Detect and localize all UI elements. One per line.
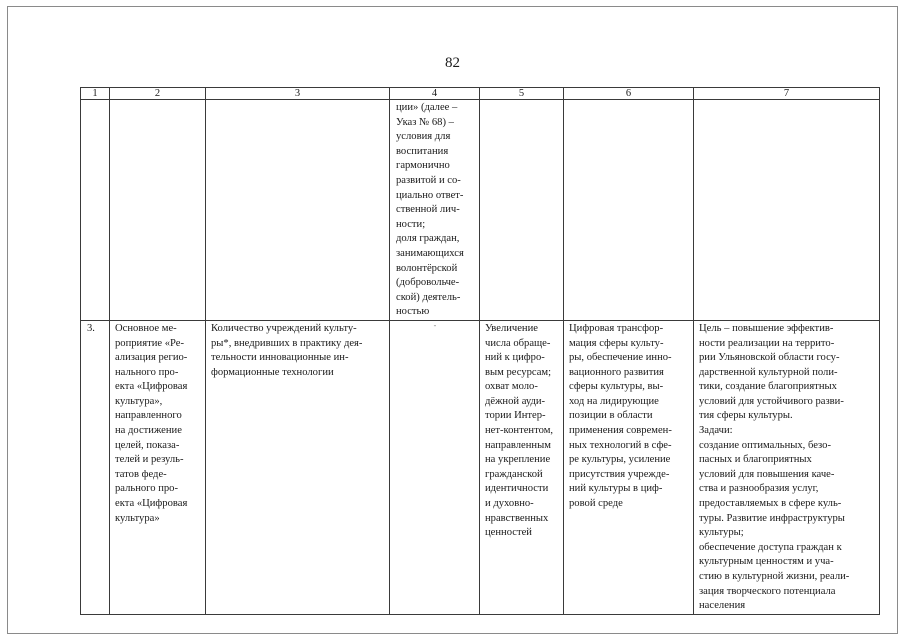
text-line: направленного bbox=[115, 410, 182, 422]
cell-national-goals bbox=[564, 320, 694, 614]
cell-empty bbox=[81, 100, 110, 321]
column-number-row bbox=[81, 88, 880, 100]
text-line: ства и разнообразия услуг, bbox=[699, 483, 819, 495]
text-line: идентичности bbox=[485, 483, 549, 495]
text-line: тики, создание благоприятных bbox=[699, 381, 837, 393]
text-line: ры*, внедривших в практику дея- bbox=[211, 337, 363, 349]
text-line: вационного развития bbox=[569, 366, 664, 378]
column-number: 7 bbox=[694, 88, 880, 100]
text-line: целей, показа- bbox=[115, 439, 180, 451]
column-number: 4 bbox=[390, 88, 480, 100]
text-line: пасных и благоприятных bbox=[699, 454, 812, 466]
cell-empty bbox=[480, 100, 564, 321]
text-line: рии Ульяновской области госу- bbox=[699, 352, 840, 364]
text-line: дёжной ауди- bbox=[485, 395, 546, 407]
text-line: (добровольче- bbox=[396, 277, 460, 289]
text-line: условий для повышения каче- bbox=[699, 468, 835, 480]
text-line: ход на лидирующие bbox=[569, 395, 659, 407]
text-line: туры. Развитие инфраструктуры bbox=[699, 512, 845, 524]
cell-expected-results bbox=[480, 320, 564, 614]
text-line: гармонично bbox=[396, 160, 450, 172]
text-line: населения bbox=[699, 600, 746, 612]
column-number: 6 bbox=[564, 88, 694, 100]
column-number: 2 bbox=[110, 88, 206, 100]
text-line: формационные технологии bbox=[211, 366, 334, 378]
text-line: нет-контентом, bbox=[485, 425, 554, 437]
column-number: 1 bbox=[81, 88, 110, 100]
column-number: 5 bbox=[480, 88, 564, 100]
text-line: обеспечение доступа граждан к bbox=[699, 541, 842, 553]
page-number: 82 bbox=[445, 55, 460, 71]
text-line: занимающихся bbox=[396, 247, 464, 259]
text-line: направленным bbox=[485, 439, 551, 451]
cell-empty bbox=[110, 100, 206, 321]
cell-goals-and-tasks bbox=[694, 320, 880, 614]
text-line: ности; bbox=[396, 218, 426, 230]
cell-empty bbox=[564, 100, 694, 321]
text-line: культуры; bbox=[699, 527, 744, 539]
text-line: Количество учреждений культу- bbox=[211, 322, 357, 334]
text-line: на укрепление bbox=[485, 454, 551, 466]
dash-mark: - bbox=[433, 320, 437, 330]
cell-activity-name bbox=[110, 320, 206, 614]
cell-row-number: 3. bbox=[81, 320, 110, 614]
text-line: культурным ценностям и уча- bbox=[699, 556, 834, 568]
text-line: рального про- bbox=[115, 483, 178, 495]
text-line: екта «Цифровая bbox=[115, 498, 188, 510]
text-line: тории Интер- bbox=[485, 410, 546, 422]
text-line: стию в культурной жизни, реали- bbox=[699, 571, 850, 582]
text-line: тия сферы культуры. bbox=[699, 410, 793, 422]
text-line: условий для устойчивого разви- bbox=[699, 395, 844, 407]
text-line: нравственных bbox=[485, 512, 549, 524]
text-line: Цель – повышение эффектив- bbox=[699, 322, 834, 334]
cell-indicators-continued bbox=[390, 100, 480, 321]
text-line: ний культуры в циф- bbox=[569, 483, 663, 495]
text-line: позиции в области bbox=[569, 410, 653, 422]
text-line: культура», bbox=[115, 395, 163, 407]
text-line: предоставляемых в сфере куль- bbox=[699, 498, 842, 510]
text-line: нального про- bbox=[115, 366, 179, 378]
text-line: циально ответ- bbox=[396, 189, 464, 201]
text-line: волонтёрской bbox=[396, 262, 458, 274]
text-line: ний к цифро- bbox=[485, 352, 545, 364]
text-line: развитой и со- bbox=[396, 174, 461, 186]
cell-empty bbox=[206, 100, 390, 321]
text-line: екта «Цифровая bbox=[115, 381, 188, 393]
text-line: сферы культуры, вы- bbox=[569, 381, 664, 393]
text-line: татов феде- bbox=[115, 468, 167, 480]
text-line: гражданской bbox=[485, 468, 543, 480]
text-line: мация сферы культу- bbox=[569, 337, 664, 349]
cell-no-data bbox=[390, 320, 480, 614]
text-line: роприятие «Ре- bbox=[115, 337, 185, 349]
text-line: ностью bbox=[396, 306, 430, 318]
text-line: ры, обеспечение инно- bbox=[569, 352, 672, 364]
text-line: ализация регио- bbox=[115, 352, 188, 364]
text-line: доля граждан, bbox=[396, 233, 460, 245]
text-line: Цифровая трансфор- bbox=[569, 322, 664, 334]
column-number: 3 bbox=[206, 88, 390, 100]
text-line: создание оптимальных, безо- bbox=[699, 439, 831, 451]
cell-empty bbox=[694, 100, 880, 321]
text-line: телей и резуль- bbox=[115, 454, 184, 466]
text-line: вым ресурсам; bbox=[485, 366, 552, 378]
text-line: ровой среде bbox=[569, 498, 623, 510]
text-line: применения современ- bbox=[569, 425, 672, 437]
text-line: ре культуры, усиление bbox=[569, 454, 671, 466]
text-line: Увеличение bbox=[485, 322, 538, 334]
text-line: Основное ме- bbox=[115, 322, 177, 334]
text-line: ции» (далее – bbox=[396, 102, 458, 113]
text-line: охват моло- bbox=[485, 381, 538, 393]
text-line: Указ № 68) – bbox=[396, 116, 454, 128]
text-line: и духовно- bbox=[485, 498, 534, 510]
text-line: ных технологий в сфе- bbox=[569, 439, 672, 451]
text-line: ской) деятель- bbox=[396, 291, 461, 303]
text-line: ности реализации на террито- bbox=[699, 337, 835, 349]
table-row-continuation bbox=[81, 100, 880, 321]
text-line: присутствия учрежде- bbox=[569, 468, 670, 480]
text-line: тельности инновационные ин- bbox=[211, 352, 349, 364]
text-line: воспитания bbox=[396, 145, 449, 157]
text-line: дарственной культурной поли- bbox=[699, 366, 838, 378]
text-line: ственной лич- bbox=[396, 204, 460, 216]
text-line: условия для bbox=[396, 131, 451, 143]
cell-target-indicator bbox=[206, 320, 390, 614]
text-line: зация творческого потенциала bbox=[699, 585, 836, 597]
text-line: на достижение bbox=[115, 425, 182, 437]
text-line: ценностей bbox=[485, 527, 532, 539]
text-line: культура» bbox=[115, 512, 160, 524]
text-line: числа обраще- bbox=[485, 337, 551, 349]
activities-table bbox=[80, 87, 880, 615]
text-line: Задачи: bbox=[699, 425, 733, 437]
table-row-3 bbox=[81, 320, 880, 614]
